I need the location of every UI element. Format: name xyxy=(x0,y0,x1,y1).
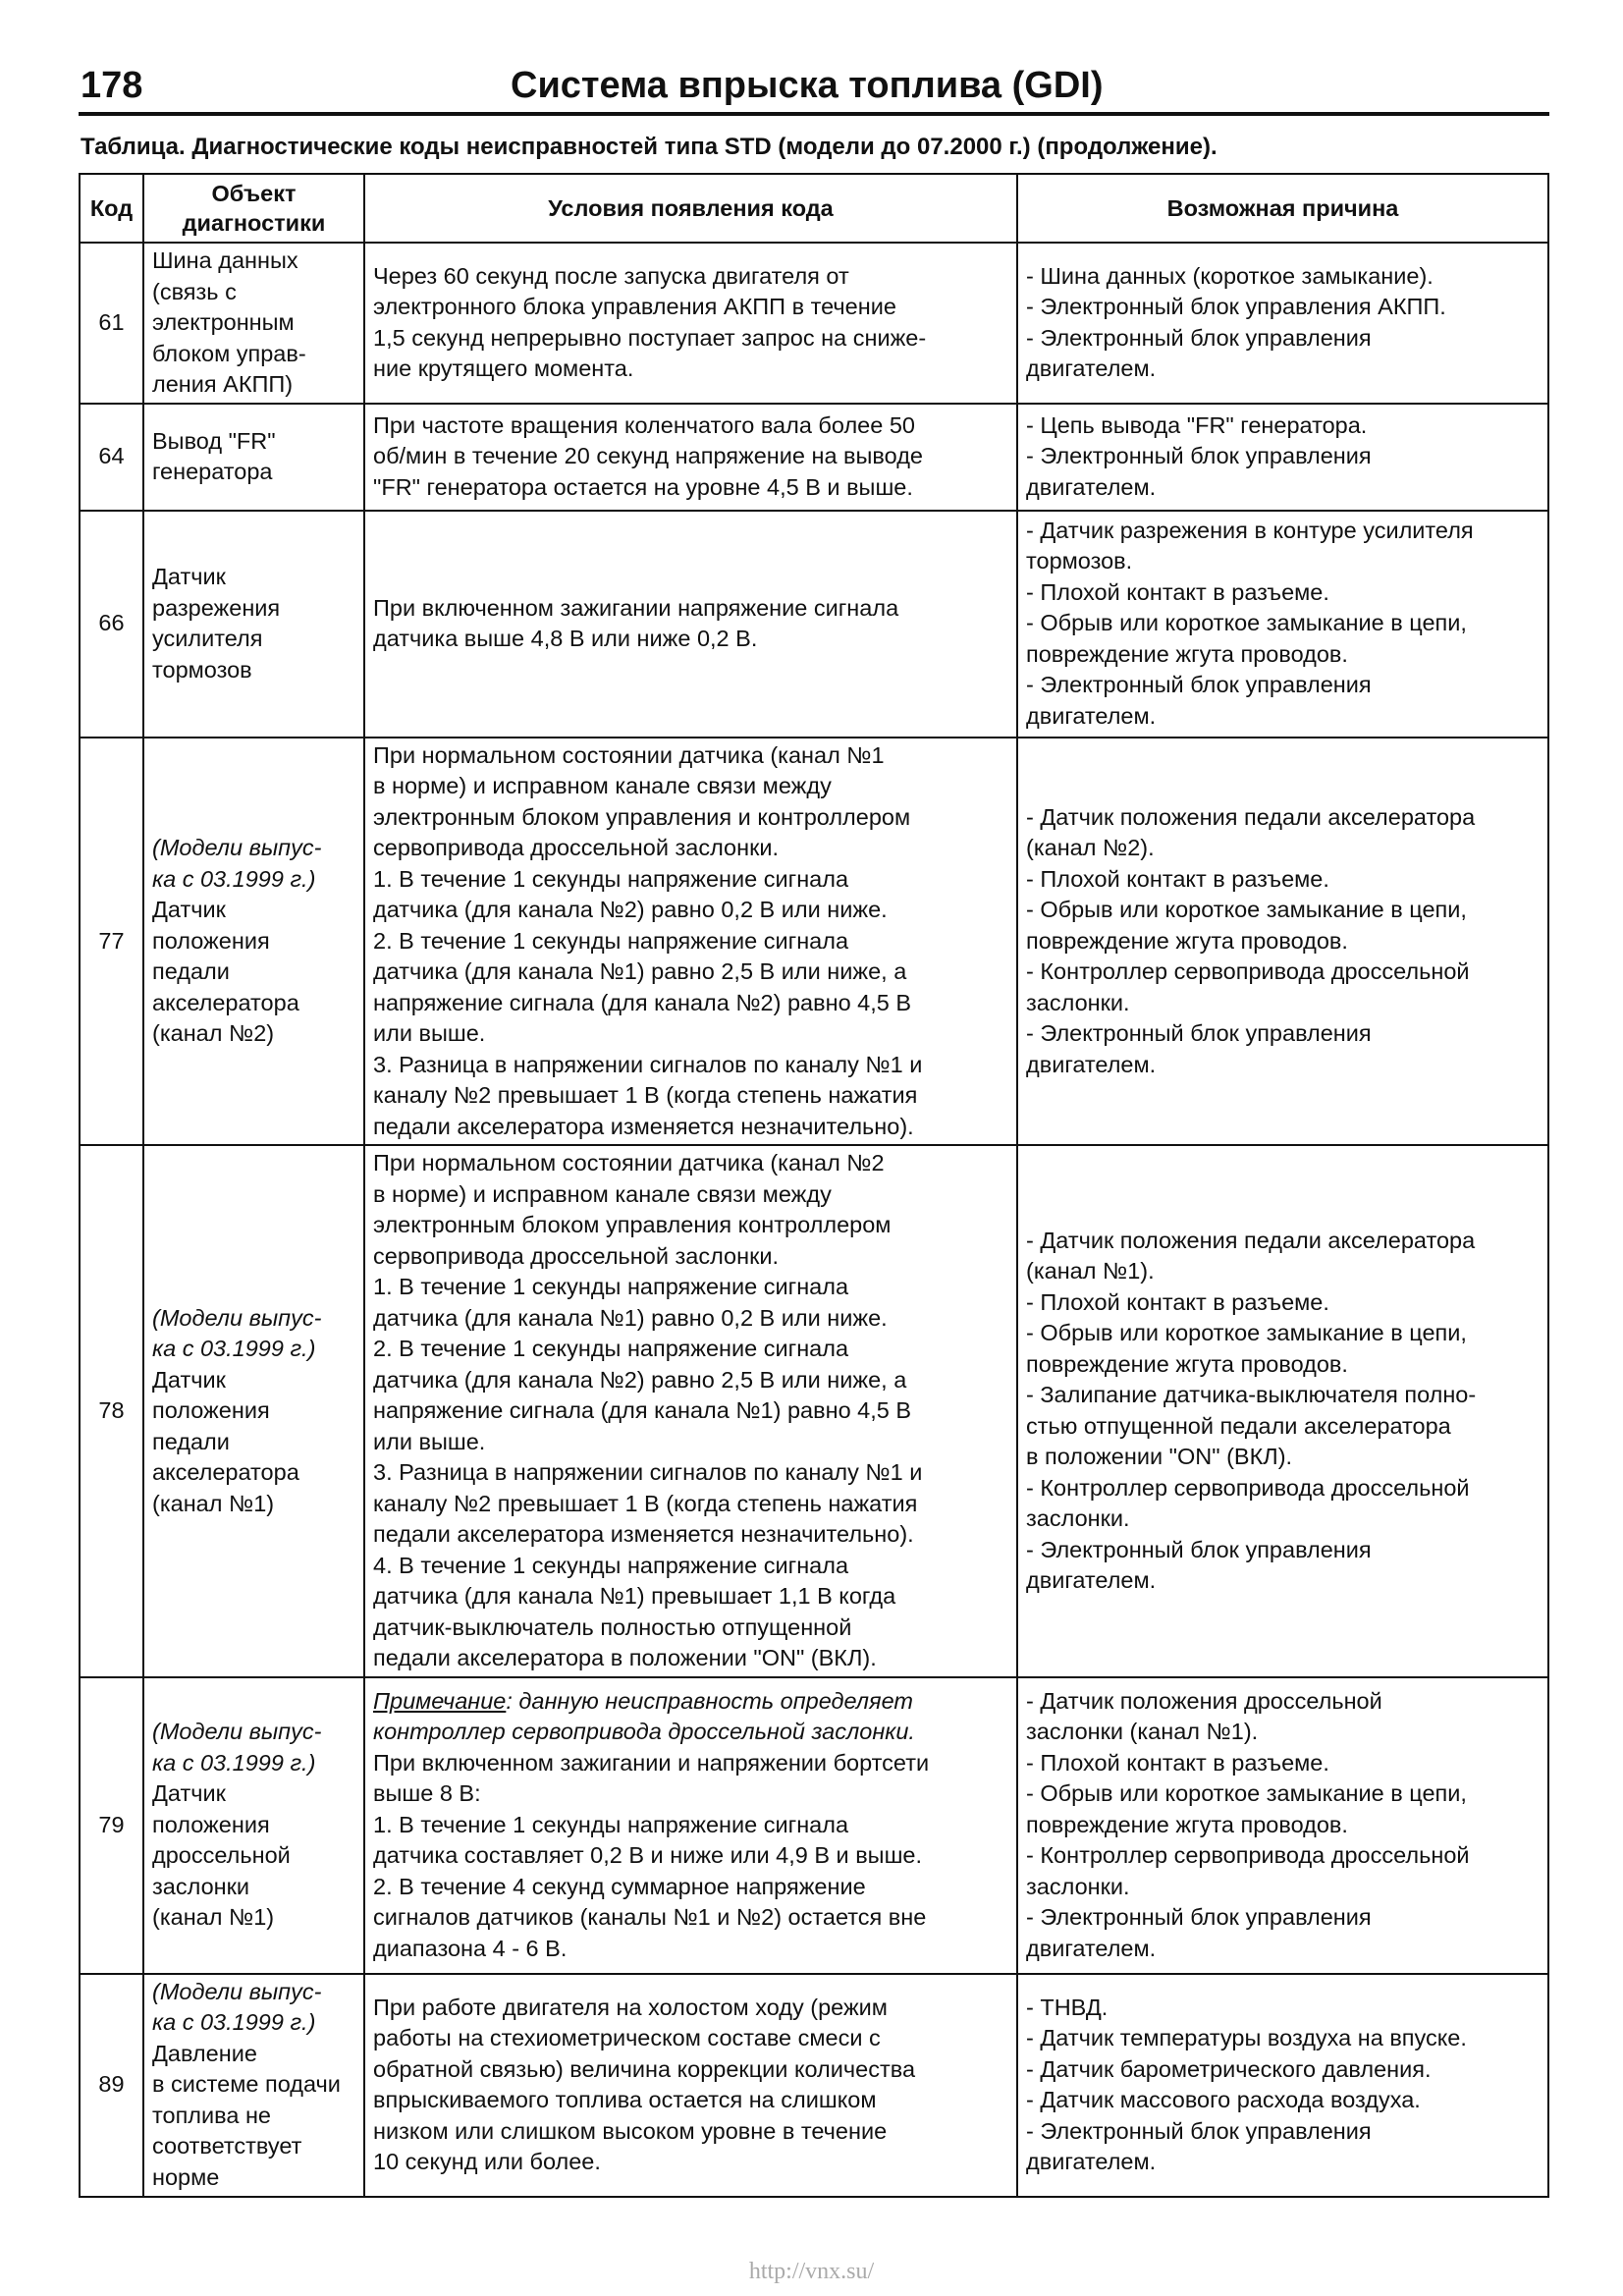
condition-text: Через 60 секунд после запуска двигателя от электронного блока управления АКПП в течение 1,5 секунд непрерывно поступает запрос на сниже- ние крутящего момента. xyxy=(373,262,927,382)
header-object: Объект диагностики xyxy=(143,174,364,243)
object-note: (Модели выпус- ка с 03.1999 г.) xyxy=(152,1978,322,2036)
object-name: Датчик положения дроссельной заслонки (канал №1) xyxy=(152,1780,291,1931)
object-name: Датчик положения педали акселератора (канал №2) xyxy=(152,897,299,1046)
condition-text: При включенном зажигании напряжение сигнала датчика выше 4,8 В или ниже 0,2 В. xyxy=(373,594,899,651)
condition-cell xyxy=(364,1974,1017,2197)
condition-text: При частоте вращения коленчатого вала более 50 об/мин в течение 20 секунд напряжение на выводе "FR" генератора остается на уровне 4,5 В и выше. xyxy=(373,411,923,500)
object-name: Вывод "FR" генератора xyxy=(152,427,276,484)
condition-cell xyxy=(364,1677,1017,1974)
code-cell: 78 xyxy=(80,1145,143,1677)
header-rule xyxy=(79,112,1549,116)
note-text: : данную неисправность определяет контроллер сервопривода дроссельной заслонки. xyxy=(373,1687,915,1745)
note-label: Примечание xyxy=(373,1687,507,1714)
table-row xyxy=(80,511,1548,738)
page-number: 178 xyxy=(81,65,143,106)
code-cell: 77 xyxy=(80,738,143,1146)
condition-text: При работе двигателя на холостом ходу (режим работы на стехиометрическом составе смеси с обратной связью) величина коррекции количества впрыскиваемого топлива остается на слишком низком или слишком высоком уровне в течение 10 секунд или более. xyxy=(373,1994,916,2174)
condition-cell xyxy=(364,511,1017,738)
cause-cell: - Датчик положения педали акселератора (канал №2). - Плохой контакт в разъеме. - Обрыв или короткое замыкание в цепи, повреждение жгута проводов. - Контроллер сервопривода дроссельной заслонки. - Электронный блок управления двигателем. xyxy=(1017,738,1548,1146)
page-title: Система впрыска топлива (GDI) xyxy=(511,65,1104,106)
object-cell xyxy=(143,1677,364,1974)
object-cell xyxy=(143,1974,364,2197)
object-name: Шина данных (связь с электронным блоком управ- ления АКПП) xyxy=(152,247,306,397)
diagnostic-codes-table xyxy=(79,173,1549,2198)
object-cell xyxy=(143,1145,364,1677)
watermark: http://vnx.su/ xyxy=(748,2259,875,2284)
table-row xyxy=(80,1974,1548,2197)
code-cell: 64 xyxy=(80,404,143,511)
condition-text: При включенном зажигании и напряжении бортсети выше 8 В: 1. В течение 1 секунды напряжение сигнала датчика составляет 0,2 В и ниже или 4,9 В и выше. 2. В течение 4 секунд суммарное напряжение сигналов датчиков (каналы №1 и №2) остается вне диапазона 4 - 6 В. xyxy=(373,1749,930,1961)
table-row xyxy=(80,1677,1548,1974)
object-name: Датчик разрежения усилителя тормозов xyxy=(152,564,281,683)
condition-cell xyxy=(364,404,1017,511)
header-cause: Возможная причина xyxy=(1017,174,1548,243)
table-header-row xyxy=(80,174,1548,243)
cause-cell: - ТНВД. - Датчик температуры воздуха на впуске. - Датчик барометрического давления. - Датчик массового расхода воздуха. - Электронный блок управления двигателем. xyxy=(1017,1974,1548,2197)
table-row xyxy=(80,243,1548,404)
cause-cell: - Датчик положения дроссельной заслонки (канал №1). - Плохой контакт в разъеме. - Обрыв или короткое замыкание в цепи, повреждение жгута проводов. - Контроллер сервопривода дроссельной заслонки. - Электронный блок управления двигателем. xyxy=(1017,1677,1548,1974)
header-code: Код xyxy=(80,174,143,243)
object-name: Датчик положения педали акселератора (канал №1) xyxy=(152,1366,299,1516)
condition-text: При нормальном состоянии датчика (канал №2 в норме) и исправном канале связи между электронным блоком управления контроллером сервопривода дроссельной заслонки. 1. В течение 1 секунды напряжение сигнала датчика (для канала №1) равно 0,2 В или ниже. 2. В течение 1 секунды напряжение сигнала датчика (для канала №2) равно 2,5 В или ниже, а напряжение сигнала (для канала №1) равно 4,5 В или выше. 3. Разница в напряжении сигналов по каналу №1 и каналу №2 превышает 1 В (когда степень нажатия педали акселератора изменяется незначительно). 4. В течение 1 секунды напряжение сигнала датчика (для канала №1) превышает 1,1 В когда датчик-выключатель полностью отпущенной педали акселератора в положении "ON" (ВКЛ). xyxy=(373,1150,923,1670)
code-cell: 66 xyxy=(80,511,143,738)
code-cell: 61 xyxy=(80,243,143,404)
code-cell: 79 xyxy=(80,1677,143,1974)
table-row xyxy=(80,404,1548,511)
cause-cell: - Датчик разрежения в контуре усилителя тормозов. - Плохой контакт в разъеме. - Обрыв или короткое замыкание в цепи, повреждение жгута проводов. - Электронный блок управления двигателем. xyxy=(1017,511,1548,738)
condition-cell xyxy=(364,738,1017,1146)
table-row xyxy=(80,1145,1548,1677)
object-note: (Модели выпус- ка с 03.1999 г.) xyxy=(152,835,322,892)
condition-text: При нормальном состоянии датчика (канал №1 в норме) и исправном канале связи между электронным блоком управления и контроллером сервопривода дроссельной заслонки. 1. В течение 1 секунды напряжение сигнала датчика (для канала №2) равно 0,2 В или ниже. 2. В течение 1 секунды напряжение сигнала датчика (для канала №1) равно 2,5 В или ниже, а напряжение сигнала (для канала №2) равно 4,5 В или выше. 3. Разница в напряжении сигналов по каналу №1 и каналу №2 превышает 1 В (когда степень нажатия педали акселератора изменяется незначительно). xyxy=(373,741,923,1139)
condition-cell xyxy=(364,1145,1017,1677)
cause-cell: - Цепь вывода "FR" генератора. - Электронный блок управления двигателем. xyxy=(1017,404,1548,511)
condition-cell xyxy=(364,243,1017,404)
header-condition: Условия появления кода xyxy=(364,174,1017,243)
object-cell xyxy=(143,738,364,1146)
object-name: Давление в системе подачи топлива не соответствует норме xyxy=(152,2040,341,2190)
table-row xyxy=(80,738,1548,1146)
cause-cell: - Датчик положения педали акселератора (канал №1). - Плохой контакт в разъеме. - Обрыв или короткое замыкание в цепи, повреждение жгута проводов. - Залипание датчика-выключателя полно- стью отпущенной педали акселератора в положении "ON" (ВКЛ). - Контроллер сервопривода дроссельной заслонки. - Электронный блок управления двигателем. xyxy=(1017,1145,1548,1677)
cause-cell: - Шина данных (короткое замыкание). - Электронный блок управления АКПП. - Электронный блок управления двигателем. xyxy=(1017,243,1548,404)
object-cell xyxy=(143,243,364,404)
object-cell xyxy=(143,404,364,511)
object-note: (Модели выпус- ка с 03.1999 г.) xyxy=(152,1304,322,1361)
table-caption: Таблица. Диагностические коды неисправностей типа STD (модели до 07.2000 г.) (продолжение). xyxy=(81,134,1217,160)
object-note: (Модели выпус- ка с 03.1999 г.) xyxy=(152,1719,322,1776)
object-cell xyxy=(143,511,364,738)
code-cell: 89 xyxy=(80,1974,143,2197)
